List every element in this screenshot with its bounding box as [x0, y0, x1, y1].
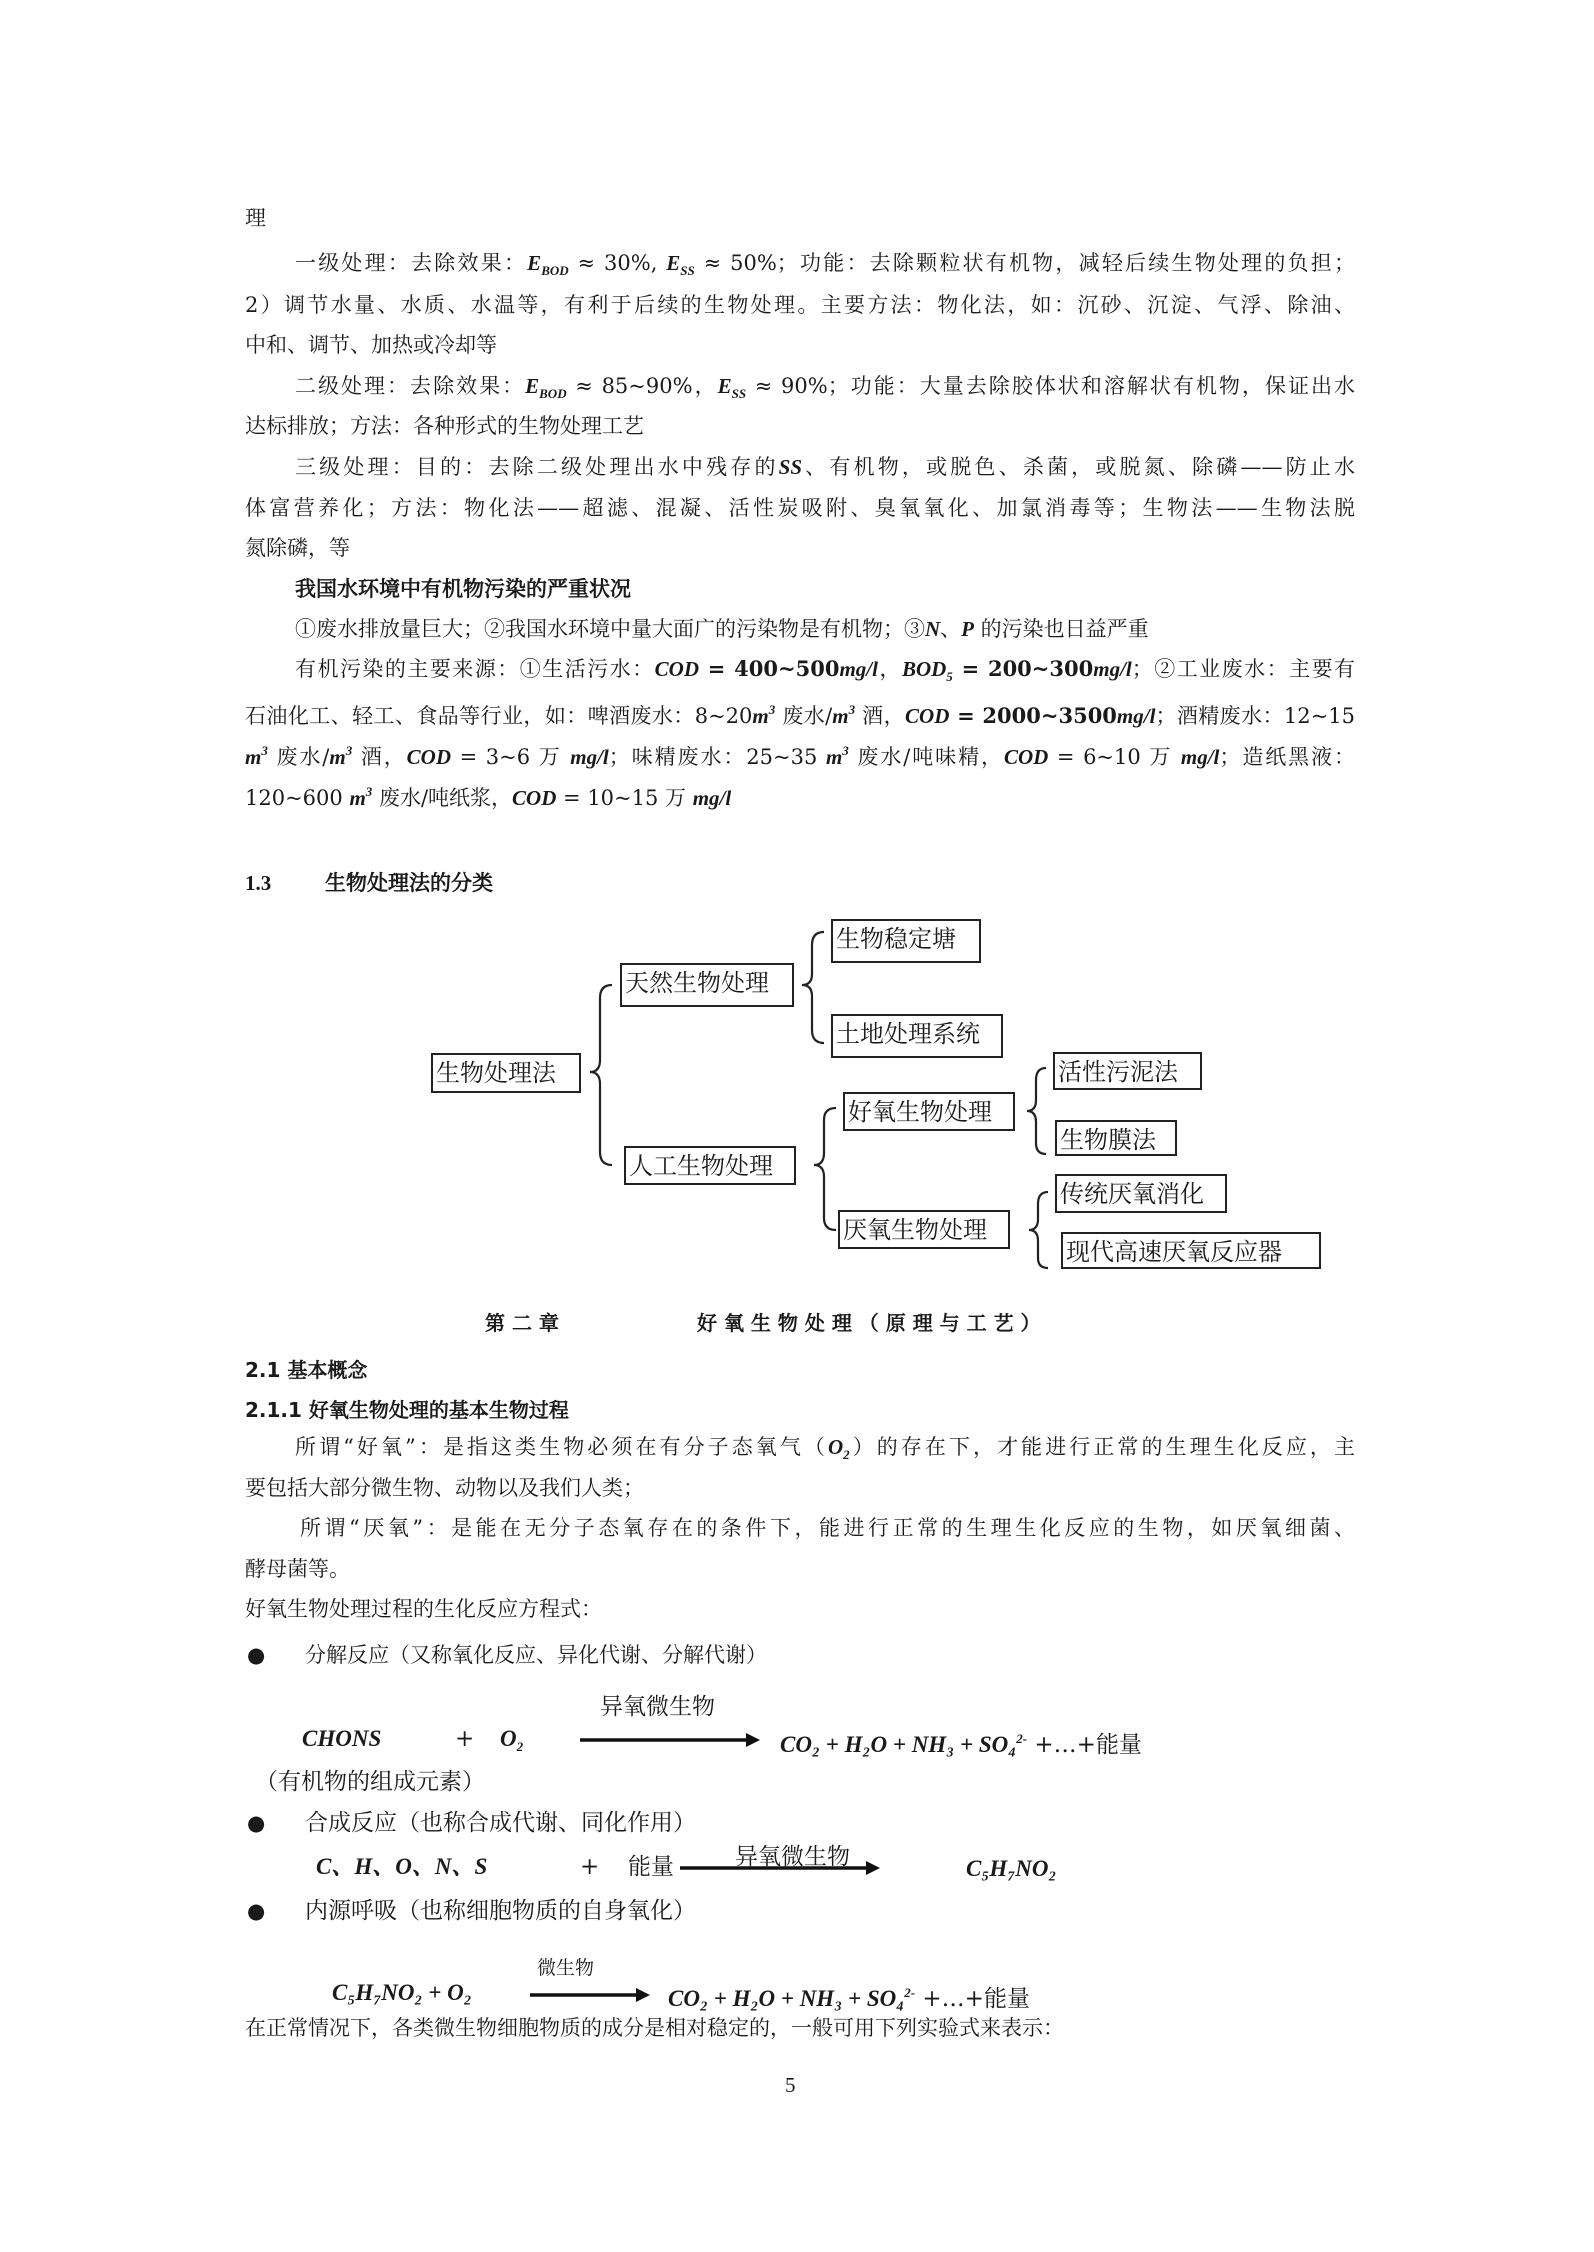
secondary-treatment-line-2: 达标排放；方法：各种形式的生物处理工艺 [245, 414, 644, 438]
text: 酒， [352, 745, 407, 769]
o: O [827, 1435, 844, 1459]
cod-symbol: COD [654, 657, 699, 681]
eq1-arrow-icon [580, 1730, 760, 1750]
text: 二级处理：去除效果： [295, 374, 526, 398]
text: 酒， [855, 704, 906, 728]
section-number: 1.3 [245, 871, 272, 895]
bod-subscript: BOD [541, 263, 569, 278]
text: = 400~500 [699, 656, 840, 681]
artificial-brace [814, 1108, 836, 1230]
nitrogen-symbol: N [925, 617, 941, 641]
eq1-reactant-1: CHONS [302, 1726, 382, 1751]
e-symbol: E [666, 251, 681, 275]
text: ， [877, 657, 902, 681]
cod-symbol: COD [1003, 745, 1049, 769]
section-title: 生物处理法的分类 [325, 870, 493, 895]
bod-subscript: BOD [539, 386, 567, 401]
charge-sup: 2- [1016, 1731, 1028, 1746]
text: = 2000~3500 [949, 703, 1117, 728]
ss-symbol: SS [778, 455, 802, 479]
closing-sentence: 在正常情况下，各类微生物细胞物质的成分是相对稳定的，一般可用下列实验式来表示： [245, 2016, 1064, 2040]
text: 废水/ [775, 704, 833, 728]
bullet-synthesis: 合成反应（也称合成代谢、同化作用） [305, 1810, 696, 1836]
tertiary-treatment-line-2: 体富营养化；方法：物化法——超滤、混凝、活性炭吸附、臭氧氧化、加氯消毒等；生物法——生物法脱 [245, 496, 1355, 520]
text: 石油化工、轻工、食品等行业，如：啤酒废水：8~20 [245, 704, 753, 728]
text: ）的存在下，才能进行正常的生理生化反应，主 [849, 1435, 1355, 1459]
bullet-endogenous-respiration: 内源呼吸（也称细胞物质的自身氧化） [305, 1898, 696, 1924]
text: 120~600 [245, 786, 350, 810]
cube-sup: 3 [345, 743, 353, 758]
text: 、 [940, 617, 962, 641]
unit-mgl: mg/l [1116, 704, 1156, 728]
diagram-node-root: 生物处理法 [431, 1053, 581, 1093]
cube-sup: 3 [768, 702, 776, 717]
text: = 10~15 万 [556, 786, 693, 810]
cod-symbol: COD [512, 786, 557, 810]
eq1-arrow-label: 异氧微生物 [600, 1694, 715, 1720]
text: ≈ 85~90%， [566, 374, 718, 398]
natural-brace [802, 932, 824, 1043]
m: m [752, 704, 769, 728]
eq2-energy: 能量 [628, 1854, 674, 1880]
eq3-reactants: C₅H₇NO₂ + O₂ [332, 1980, 472, 2005]
text: ；酒精废水：12~15 [1155, 704, 1355, 728]
text: 有机污染的主要来源：①生活污水： [295, 657, 655, 681]
diagram-node-artificial: 人工生物处理 [624, 1146, 796, 1185]
aerobic-definition-line-1 [295, 1432, 1355, 1470]
text: = 200~300 [952, 656, 1094, 681]
eq1-plus: + [455, 1726, 475, 1752]
equations-intro: 好氧生物处理过程的生化反应方程式： [245, 1597, 602, 1621]
m: m [329, 745, 346, 769]
diagram-node-stabilization-pond: 生物稳定塘 [831, 919, 981, 963]
diagram-node-anaerobic: 厌氧生物处理 [838, 1210, 1010, 1249]
tertiary-treatment-line-3: 氮除磷，等 [245, 536, 350, 560]
bullet-icon: ● [247, 1643, 266, 1667]
text: 废水/ [267, 745, 330, 769]
subscript: 2 [516, 1739, 524, 1754]
m: m [832, 704, 849, 728]
primary-treatment-line-2: 2）调节水量、水质、水温等，有利于后续的生物处理。主要方法：物化法，如：沉砂、沉淀、气浮、除油、 [245, 293, 1355, 317]
eq1-product [780, 1724, 1142, 1760]
chapter-label: 第 二 章 [485, 1311, 559, 1335]
diagram-node-biofilm: 生物膜法 [1055, 1120, 1177, 1156]
text: 所谓“好氧”：是指这类生物必须在有分子态氧气（ [295, 1435, 828, 1459]
eq3-arrow-icon [530, 1985, 650, 2005]
text: 、有机物，或脱色、杀菌，或脱氮、除磷——防止水 [802, 455, 1356, 479]
cube-sup: 3 [261, 743, 268, 758]
tail: +…+能量 [1027, 1732, 1142, 1758]
cube-sup: 3 [842, 743, 849, 758]
text: 废水/吨味精， [848, 745, 1004, 769]
eq3-arrow-label: 微生物 [537, 1957, 595, 1979]
text: 三级处理：目的：去除二级处理出水中残存的 [295, 455, 779, 479]
o: O [500, 1726, 517, 1751]
eq1-note: （有机物的组成元素） [255, 1769, 485, 1795]
text: 废水/吨纸浆， [372, 786, 513, 810]
text: ；②工业废水：主要有 [1131, 657, 1356, 681]
unit-mgl: mg/l [570, 745, 609, 769]
product-formula: CO₂ + H₂O + NH₃ + SO₄ [668, 1986, 905, 2011]
cube-sup: 3 [365, 784, 373, 799]
text: = 3~6 万 [451, 745, 571, 769]
bullet-decomposition: 分解反应（又称氧化反应、异化代谢、分解代谢） [305, 1643, 767, 1667]
bullet-icon: ● [247, 1811, 266, 1835]
e-symbol: E [717, 374, 732, 398]
ss-subscript: SS [731, 386, 747, 401]
page-number: 5 [785, 2073, 796, 2097]
m: m [825, 745, 843, 769]
unit-mgl: mg/l [1180, 745, 1220, 769]
eq2-reactants: C、H、O、N、S [316, 1854, 488, 1879]
anaerobic-brace [1029, 1192, 1048, 1268]
m: m [349, 786, 366, 810]
diagram-node-land-treatment: 土地处理系统 [831, 1014, 1003, 1058]
cod-symbol: COD [905, 704, 950, 728]
charge-sup: 2- [904, 1985, 916, 2000]
eq2-product: C₅H₇NO₂ [966, 1856, 1057, 1881]
text: ≈ 90%；功能：大量去除胶体状和溶解状有机物，保证出水 [746, 374, 1355, 398]
anaerobic-definition-line-1: 所谓“厌氧”：是能在无分子态氧存在的条件下，能进行正常的生理生化反应的生物，如厌氧细菌、 [300, 1516, 1355, 1540]
tail: +…+能量 [915, 1986, 1030, 2012]
section-heading-2-1: 2.1 基本概念 [245, 1358, 368, 1382]
o2-subscript: 2 [843, 1447, 850, 1462]
eq2-arrow-icon [680, 1858, 880, 1878]
oxygen-formula [827, 1435, 850, 1462]
primary-treatment-line-3: 中和、调节、加热或冷却等 [245, 333, 497, 357]
bod-subscript: 5 [946, 669, 953, 684]
aerobic-brace [1027, 1068, 1046, 1154]
continued-text-fragment: 理 [245, 206, 266, 230]
e-symbol: E [525, 374, 540, 398]
m: m [245, 745, 262, 769]
unit-mgl: mg/l [1093, 657, 1132, 681]
eq2-arrow-label: 异氧微生物 [735, 1844, 850, 1870]
diagram-node-natural: 天然生物处理 [620, 963, 794, 1007]
product-formula: CO₂ + H₂O + NH₃ + SO₄ [780, 1732, 1017, 1757]
phosphorus-symbol: P [961, 617, 974, 641]
bod-text: BOD [901, 657, 947, 681]
diagram-node-activated-sludge: 活性污泥法 [1053, 1052, 1202, 1090]
text: ≈ 30%, [568, 251, 667, 275]
root-brace [590, 985, 612, 1165]
anaerobic-definition-line-2: 酵母菌等。 [245, 1557, 350, 1581]
eq1-reactant-2 [500, 1724, 523, 1762]
text: ；造纸黑液： [1219, 745, 1356, 769]
text: ①废水排放量巨大；②我国水环境中量大面广的污染物是有机物；③ [295, 617, 925, 641]
e-symbol: E [527, 251, 542, 275]
eq2-plus: + [580, 1854, 600, 1880]
ss-subscript: SS [680, 263, 695, 278]
aerobic-definition-line-2: 要包括大部分微生物、动物以及我们人类； [245, 1476, 644, 1500]
text: ；味精废水：25~35 [608, 745, 826, 769]
bullet-icon: ● [247, 1899, 266, 1923]
diagram-node-aerobic: 好氧生物处理 [843, 1092, 1015, 1131]
unit-mgl: mg/l [692, 786, 732, 810]
text: 一级处理：去除效果： [295, 251, 528, 275]
diagram-node-high-rate-reactor: 现代高速厌氧反应器 [1061, 1232, 1321, 1269]
pollution-heading: 我国水环境中有机物污染的严重状况 [295, 576, 631, 601]
text: = 6~10 万 [1048, 745, 1181, 769]
cod-symbol: COD [406, 745, 452, 769]
cube-sup: 3 [848, 702, 856, 717]
diagram-node-traditional-digestion: 传统厌氧消化 [1055, 1174, 1227, 1213]
text: 的污染也日益严重 [974, 617, 1149, 641]
unit-mgl: mg/l [839, 657, 878, 681]
text: ≈ 50%；功能：去除颗粒状有机物，减轻后续生物处理的负担； [694, 251, 1355, 275]
section-heading-2-1-1: 2.1.1 好氧生物处理的基本生物过程 [245, 1398, 569, 1422]
eq3-product [668, 1978, 1030, 2014]
chapter-title: 好 氧 生 物 处 理 （ 原 理 与 工 艺 ） [697, 1311, 1041, 1335]
